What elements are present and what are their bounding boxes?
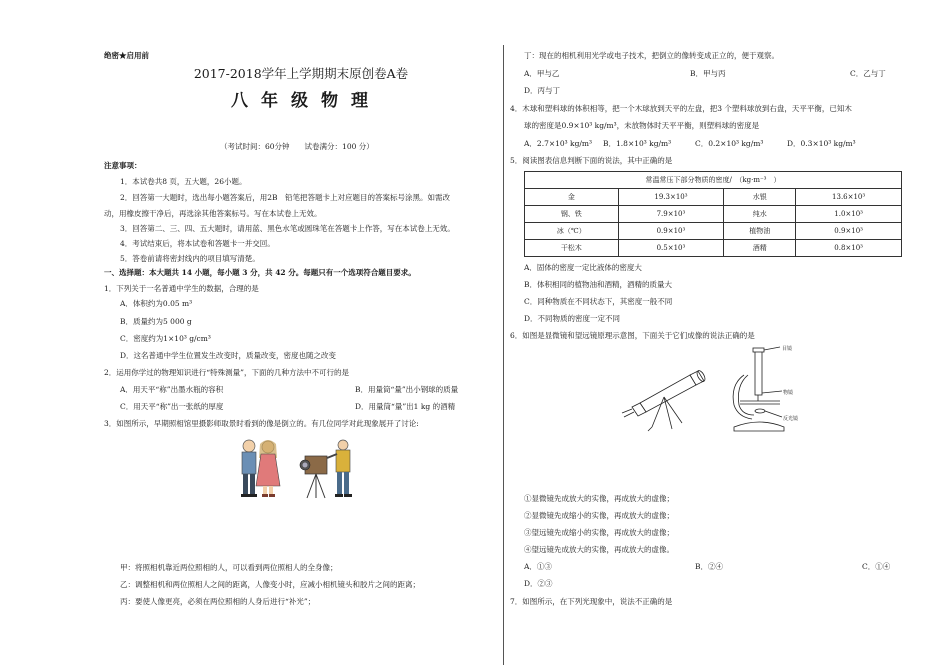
q2-option-d: D．用量筒“量”出1 kg 的酒精 [355,402,456,411]
q1-option-d: D．这名普通中学生位置发生改变时，质量改变，密度也随之改变 [120,351,337,360]
q4-option-c: C．0.2×10³ kg/m³ [695,139,764,148]
q6-option-d: D．②③ [524,579,553,588]
q3-option-b: B．甲与丙 [690,69,726,78]
table-cell: 13.6×10³ [796,189,902,206]
exam-title: 2017-2018学年上学期期末原创卷A卷 [193,66,409,81]
q4-option-a: A．2.7×10³ kg/m³ [524,139,593,148]
q5-option-b: B．体积相同的植物油和酒精，酒精的质量大 [524,280,673,289]
question-6-stem: 6．如图是显微镜和望远镜原理示意图，下面关于它们成像的说法正确的是 [510,331,755,340]
table-cell: 19.3×10³ [618,189,724,206]
q3-option-a: A．甲与乙 [524,69,560,78]
photographer-illustration [235,436,365,502]
q6-statement: ③望远镜先成缩小的实像，再成放大的虚像； [524,528,674,537]
question-2-stem: 2．运用你学过的物理知识进行“特殊测量”，下面的几种方法中不可行的是 [104,368,349,377]
subject-title: 八年级物理 [231,91,381,111]
q6-option-c: C．①④ [862,562,891,571]
question-5-stem: 5．阅读图表信息判断下面的说法，其中正确的是 [510,156,673,165]
q2-option-b: B．用量筒“量”出小钢球的质量 [355,385,459,394]
note-item: 2．回答第一大题时，选出每小题答案后，用2B 铅笔把答题卡上对应题目的答案标号涂黑。如需改 [120,193,451,202]
objective-label: 物镜 [783,390,794,396]
table-row [525,240,902,257]
q6-statement: ④望远镜先成放大的实像，再成放大的虚像。 [524,545,674,554]
q6-statement: ①显微镜先成放大的实像，再成放大的虚像； [524,494,674,503]
eyepiece-label: 目镜 [782,346,793,352]
exam-info: （考试时间：60分钟 试卷满分：100 分） [220,142,374,151]
q1-option-b: B．质量约为5 000 g [120,317,192,326]
q1-option-a: A．体积约为0.05 m³ [120,299,193,308]
table-cell: 0.8×10³ [796,240,902,257]
question-4-stem-cont: 球的密度是0.9×10³ kg/m³，未放物体时天平平衡，则塑料球的密度是 [524,121,760,130]
q5-option-c: C．同种物质在不同状态下，其密度一般不同 [524,297,673,306]
q6-option-a: A．①③ [524,562,552,571]
q4-option-b: B．1.8×10³ kg/m³ [603,139,672,148]
density-table [524,171,902,257]
q1-option-c: C．密度约为1×10³ g/cm³ [120,334,211,343]
telescope-microscope-diagram [612,345,817,440]
question-1-stem: 1．下列关于一名普通中学生的数据，合理的是 [104,284,259,293]
q3-statement: 丁：现在的相机利用光学或电子技术，把倒立的像转变成正立的，便于观察。 [524,51,779,60]
table-cell: 植物油 [724,223,796,240]
confidential-label: 绝密★启用前 [104,51,149,60]
table-cell: 0.9×10³ [618,223,724,240]
table-cell: 冰（℃） [525,223,619,240]
density-table-title: 常温常压下部分物质的密度/ （kg·m⁻³ ） [525,172,902,189]
question-7-stem: 7．如图所示，在下列光现象中，说法不正确的是 [510,597,673,606]
table-cell: 7.9×10³ [618,206,724,223]
notes-heading: 注意事项： [104,161,142,170]
question-3-stem: 3．如图所示，早期照相馆里摄影师取景时看到的像是倒立的。有几位同学对此现象展开了讨论: [104,419,419,428]
q6-option-b: B．②④ [695,562,724,571]
q3-statement: 甲：将照相机靠近两位照相的人，可以看到两位照相人的全身像； [120,563,338,572]
table-row [525,206,902,223]
q5-option-d: D．不同物质的密度一定不同 [524,314,621,323]
table-row [525,189,902,206]
q3-statement: 丙：要使人像更亮，必须在两位照相的人身后进行“补光”； [120,597,316,606]
table-cell: 干松木 [525,240,619,257]
note-item: 动，用橡皮擦干净后，再选涂其他答案标号。写在本试卷上无效。 [104,209,322,218]
note-item: 3．回答第二、三、四、五大题时，请用蓝、黑色水笔或圆珠笔在答题卡上作答，写在本试卷上无效。 [120,224,455,233]
q4-option-d: D．0.3×10³ kg/m³ [787,139,856,148]
q6-statement: ②显微镜先成缩小的实像，再成放大的虚像； [524,511,674,520]
q3-option-c: C．乙与丁 [850,69,886,78]
table-cell: 纯水 [724,206,796,223]
section-heading: 一、选择题：本大题共 14 小题，每小题 3 分，共 42 分。每题只有一个选项符合题目要求。 [104,268,416,277]
q5-option-a: A．固体的密度一定比液体的密度大 [524,263,642,272]
q3-statement: 乙：调整相机和两位照相人之间的距离，人像变小时，应减小相机镜头和胶片之间的距离； [120,580,420,589]
table-row [525,223,902,240]
q2-option-c: C．用天平“称”出一张纸的厚度 [120,402,224,411]
q2-option-a: A．用天平“称”出墨水瓶的容积 [120,385,224,394]
table-cell: 水银 [724,189,796,206]
table-cell: 0.9×10³ [796,223,902,240]
table-cell: 钢、铁 [525,206,619,223]
column-divider [503,45,504,665]
mirror-label: 反光镜 [783,416,799,422]
note-item: 5．答卷前请将密封线内的项目填写清楚。 [120,254,260,263]
note-item: 4．考试结束后，将本试卷和答题卡一并交回。 [120,239,275,248]
note-item: 1．本试卷共8 页，五大题，26小题。 [120,177,247,186]
table-cell: 1.0×10³ [796,206,902,223]
table-cell: 酒精 [724,240,796,257]
table-cell: 金 [525,189,619,206]
q3-option-d: D．丙与丁 [524,86,561,95]
question-4-stem: 4．木球和塑料球的体积相等，把一个木球放到天平的左盘，把3 个塑料球放到右盘，天平平衡，已知木 [510,104,852,113]
table-cell: 0.5×10³ [618,240,724,257]
